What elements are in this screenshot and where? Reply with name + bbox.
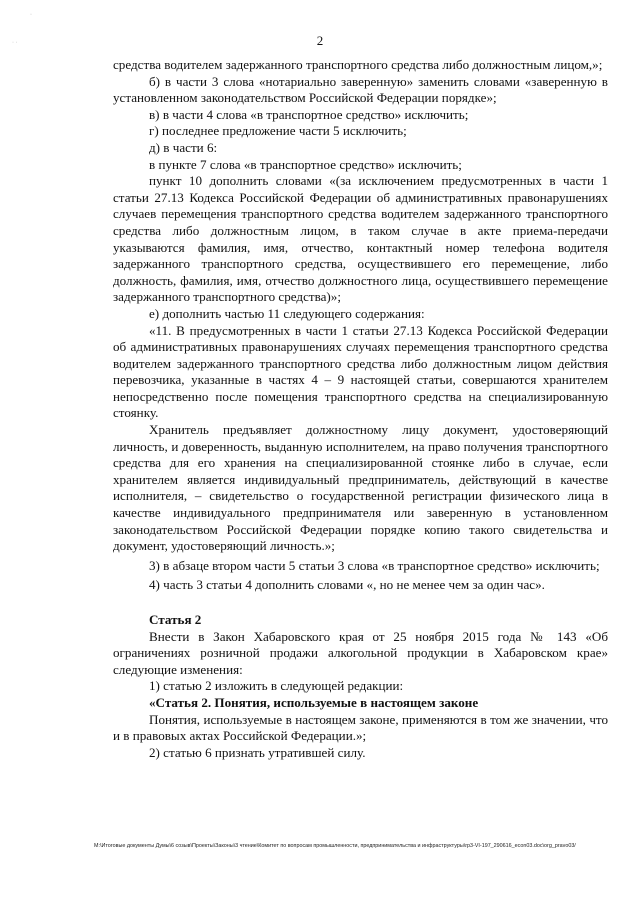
footer-file-path: M:\Итоговые документы Думы\6 созыв\Проекты\Законы\3 чтение\Комитет по вопросам промышленности, предпринимательства и инфраструктуры\rp3-VI-197_290616_econ03.doc\org_pravo03/ [94,843,576,849]
article-subheading: «Статья 2. Понятия, используемые в настоящем законе [149,694,479,710]
paragraph: Внести в Закон Хабаровского края от 25 ноября 2015 года № 143 «Об ограничениях розничной продажи алкогольной продукции в Хабаровском крае» следующие изменения: [113,628,608,677]
paragraph: пункт 10 дополнить словами «(за исключением предусмотренных в части 1 статьи 27.13 Кодекса Российской Федерации об административных правонарушениях случаев перемещения транспортного средства водителем задержанного транспортного средства либо должностным лицом, в таком случае в акте приема-передачи указываются фамилия, имя, отчество, контактный номер телефона водителя задержанного транспортного средства, осуществившего его перемещение, либо должность, фамилия, имя, отчество должностного лица, осуществившего перемещение задержанного транспортного средства)»; [113,173,608,305]
page-number: 2 [316,33,324,48]
document-body [113,57,608,761]
paragraph: е) дополнить частью 11 следующего содержания: [149,305,425,321]
paragraph: 3) в абзаце втором части 5 статьи 3 слова «в транспортное средство» исключить; [149,557,600,573]
scan-mark: · · [12,40,18,46]
scan-mark: · [30,12,32,18]
paragraph: «11. В предусмотренных в части 1 статьи 27.13 Кодекса Российской Федерации об административных правонарушениях случаях перемещения транспортного средства водителем задержанного транспортного средства либо должностным лицом действия перевозчика, указанные в частях 4 – 9 настоящей статьи, совершаются хранителем непосредственно после помещения транспортного средства на специализированную стоянку. [113,322,608,421]
paragraph: в) в части 4 слова «в транспортное средство» исключить; [149,106,469,122]
paragraph: б) в части 3 слова «нотариально заверенную» заменить словами «заверенную в установленном законодательством Российской Федерации порядке»; [113,73,608,106]
paragraph: 2) статью 6 признать утратившей силу. [149,744,366,760]
paragraph: средства водителем задержанного транспортного средства либо должностным лицом,»; [113,57,603,72]
paragraph: 4) часть 3 статьи 4 дополнить словами «, но не менее чем за один час». [149,577,545,593]
paragraph: Хранитель предъявляет должностному лицу документ, удостоверяющий личность, и доверенность, выданную исполнителем, на право получения транспортного средства для его хранения на специализированной стоянке либо в случае, если хранителем является индивидуальный предприниматель, действующий в качестве исполнителя, – свидетельство о государственной регистрации физического лица в качестве индивидуального предпринимателя или заверенную в установленном законодательством Российской Федерации порядке копию такого свидетельства и документ, удостоверяющий личность.»; [113,422,608,554]
paragraph: г) последнее предложение части 5 исключить; [149,123,407,139]
paragraph: д) в части 6: [149,139,218,155]
paragraph: в пункте 7 слова «в транспортное средство» исключить; [149,156,462,172]
paragraph: 1) статью 2 изложить в следующей редакции: [149,678,404,694]
paragraph: Понятия, используемые в настоящем законе, применяются в том же значении, что и в правовых актах Российской Федерации.»; [113,711,608,744]
article-title: Статья 2 [149,612,202,627]
